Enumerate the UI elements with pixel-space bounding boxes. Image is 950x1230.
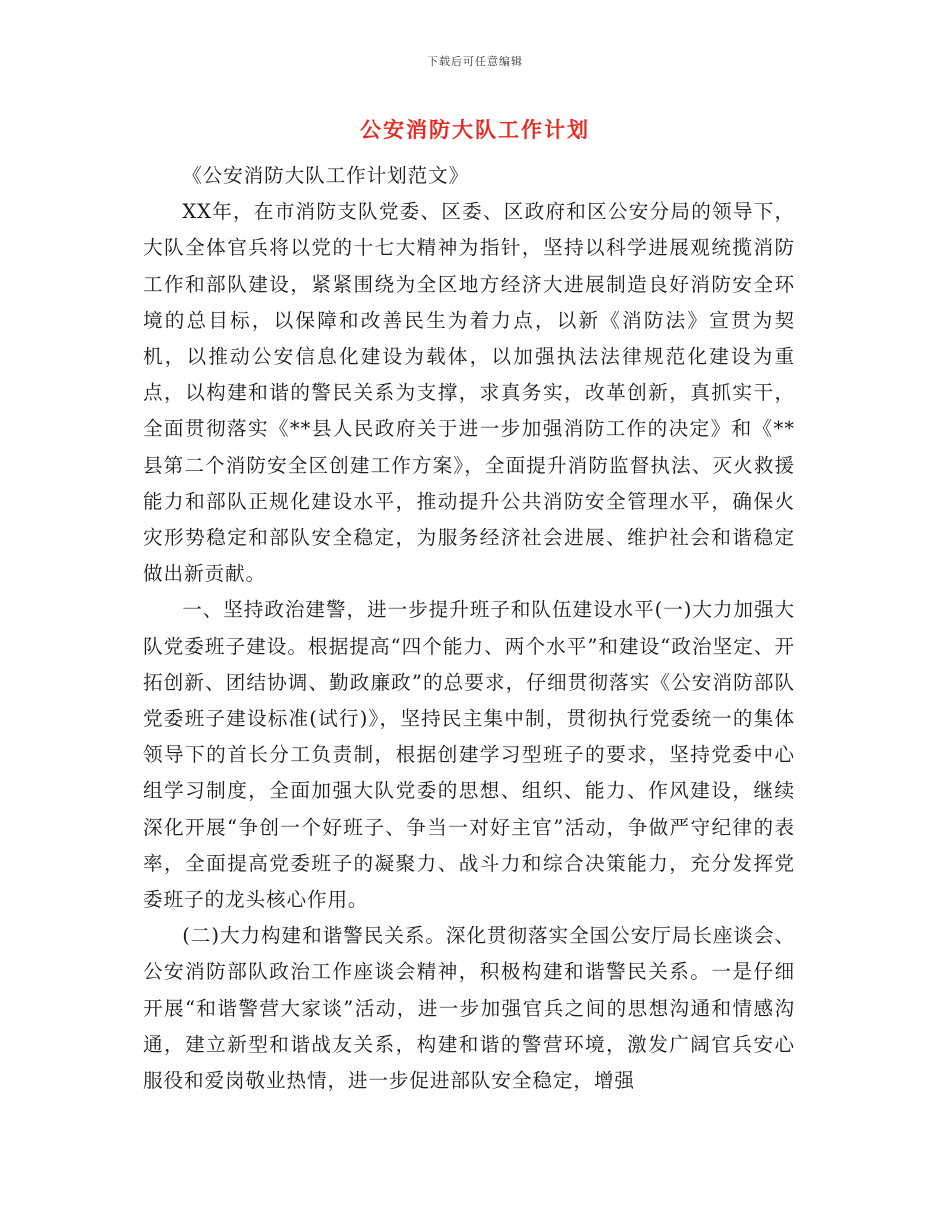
document-title: 公安消防大队工作计划 — [360, 117, 590, 142]
body-paragraph: 一、坚持政治建警，进一步提升班子和队伍建设水平(一)大力加强大队党委班子建设。根据提高“四个能力、两个水平”和建设“政治坚定、开拓创新、团结协调、勤政廉政”的总要求，仔细贯彻落实《公安消防部队党委班子建设标准(试行)》，坚持民主集中制，贯彻执行党委统一的集体领导下的首长分工负责制，根据创建学习型班子的要求，坚持党委中心组学习制度，全面加强大队党委的思想、组织、能力、作风建设，继续深化开展“争创一个好班子、争当一对好主官”活动，争做严守纪律的表率，全面提高党委班子的凝聚力、战斗力和综合决策能力，充分发挥党委班子的龙头核心作用。 — [143, 598, 795, 912]
document-body — [143, 158, 795, 1099]
body-paragraph: XX年，在市消防支队党委、区委、区政府和区公安分局的领导下，大队全体官兵将以党的十七大精神为指针，坚持以科学进展观统揽消防工作和部队建设，紧紧围绕为全区地方经济大进展制造良好消防安全环境的总目标，以保障和改善民生为着力点，以新《消防法》宣贯为契机，以推动公安信息化建设为载体，以加强执法法律规范化建设为重点，以构建和谐的警民关系为支撑，求真务实，改革创新，真抓实干，全面贯彻落实《**县人民政府关于进一步加强消防工作的决定》和《**县第二个消防安全区创建工作方案》，全面提升消防监督执法、灭火救援能力和部队正规化建设水平，推动提升公共消防安全管理水平，确保火灾形势稳定和部队安全稳定，为服务经济社会进展、维护社会和谐稳定做出新贡献。 — [143, 200, 795, 586]
subtitle-paragraph: 《公安消防大队工作计划范文》 — [182, 164, 470, 187]
body-paragraph: (二)大力构建和谐警民关系。深化贯彻落实全国公安厅局长座谈会、公安消防部队政治工作座谈会精神，积极构建和谐警民关系。一是仔细开展“和谐警营大家谈”活动，进一步加强官兵之间的思想沟通和情感沟通，建立新型和谐战友关系，构建和谐的警营环境，激发广阔官兵安心服役和爱岗敬业热情，进一步促进部队安全稳定，增强 — [143, 924, 795, 1093]
header-note: 下载后可任意编辑 — [427, 55, 523, 68]
